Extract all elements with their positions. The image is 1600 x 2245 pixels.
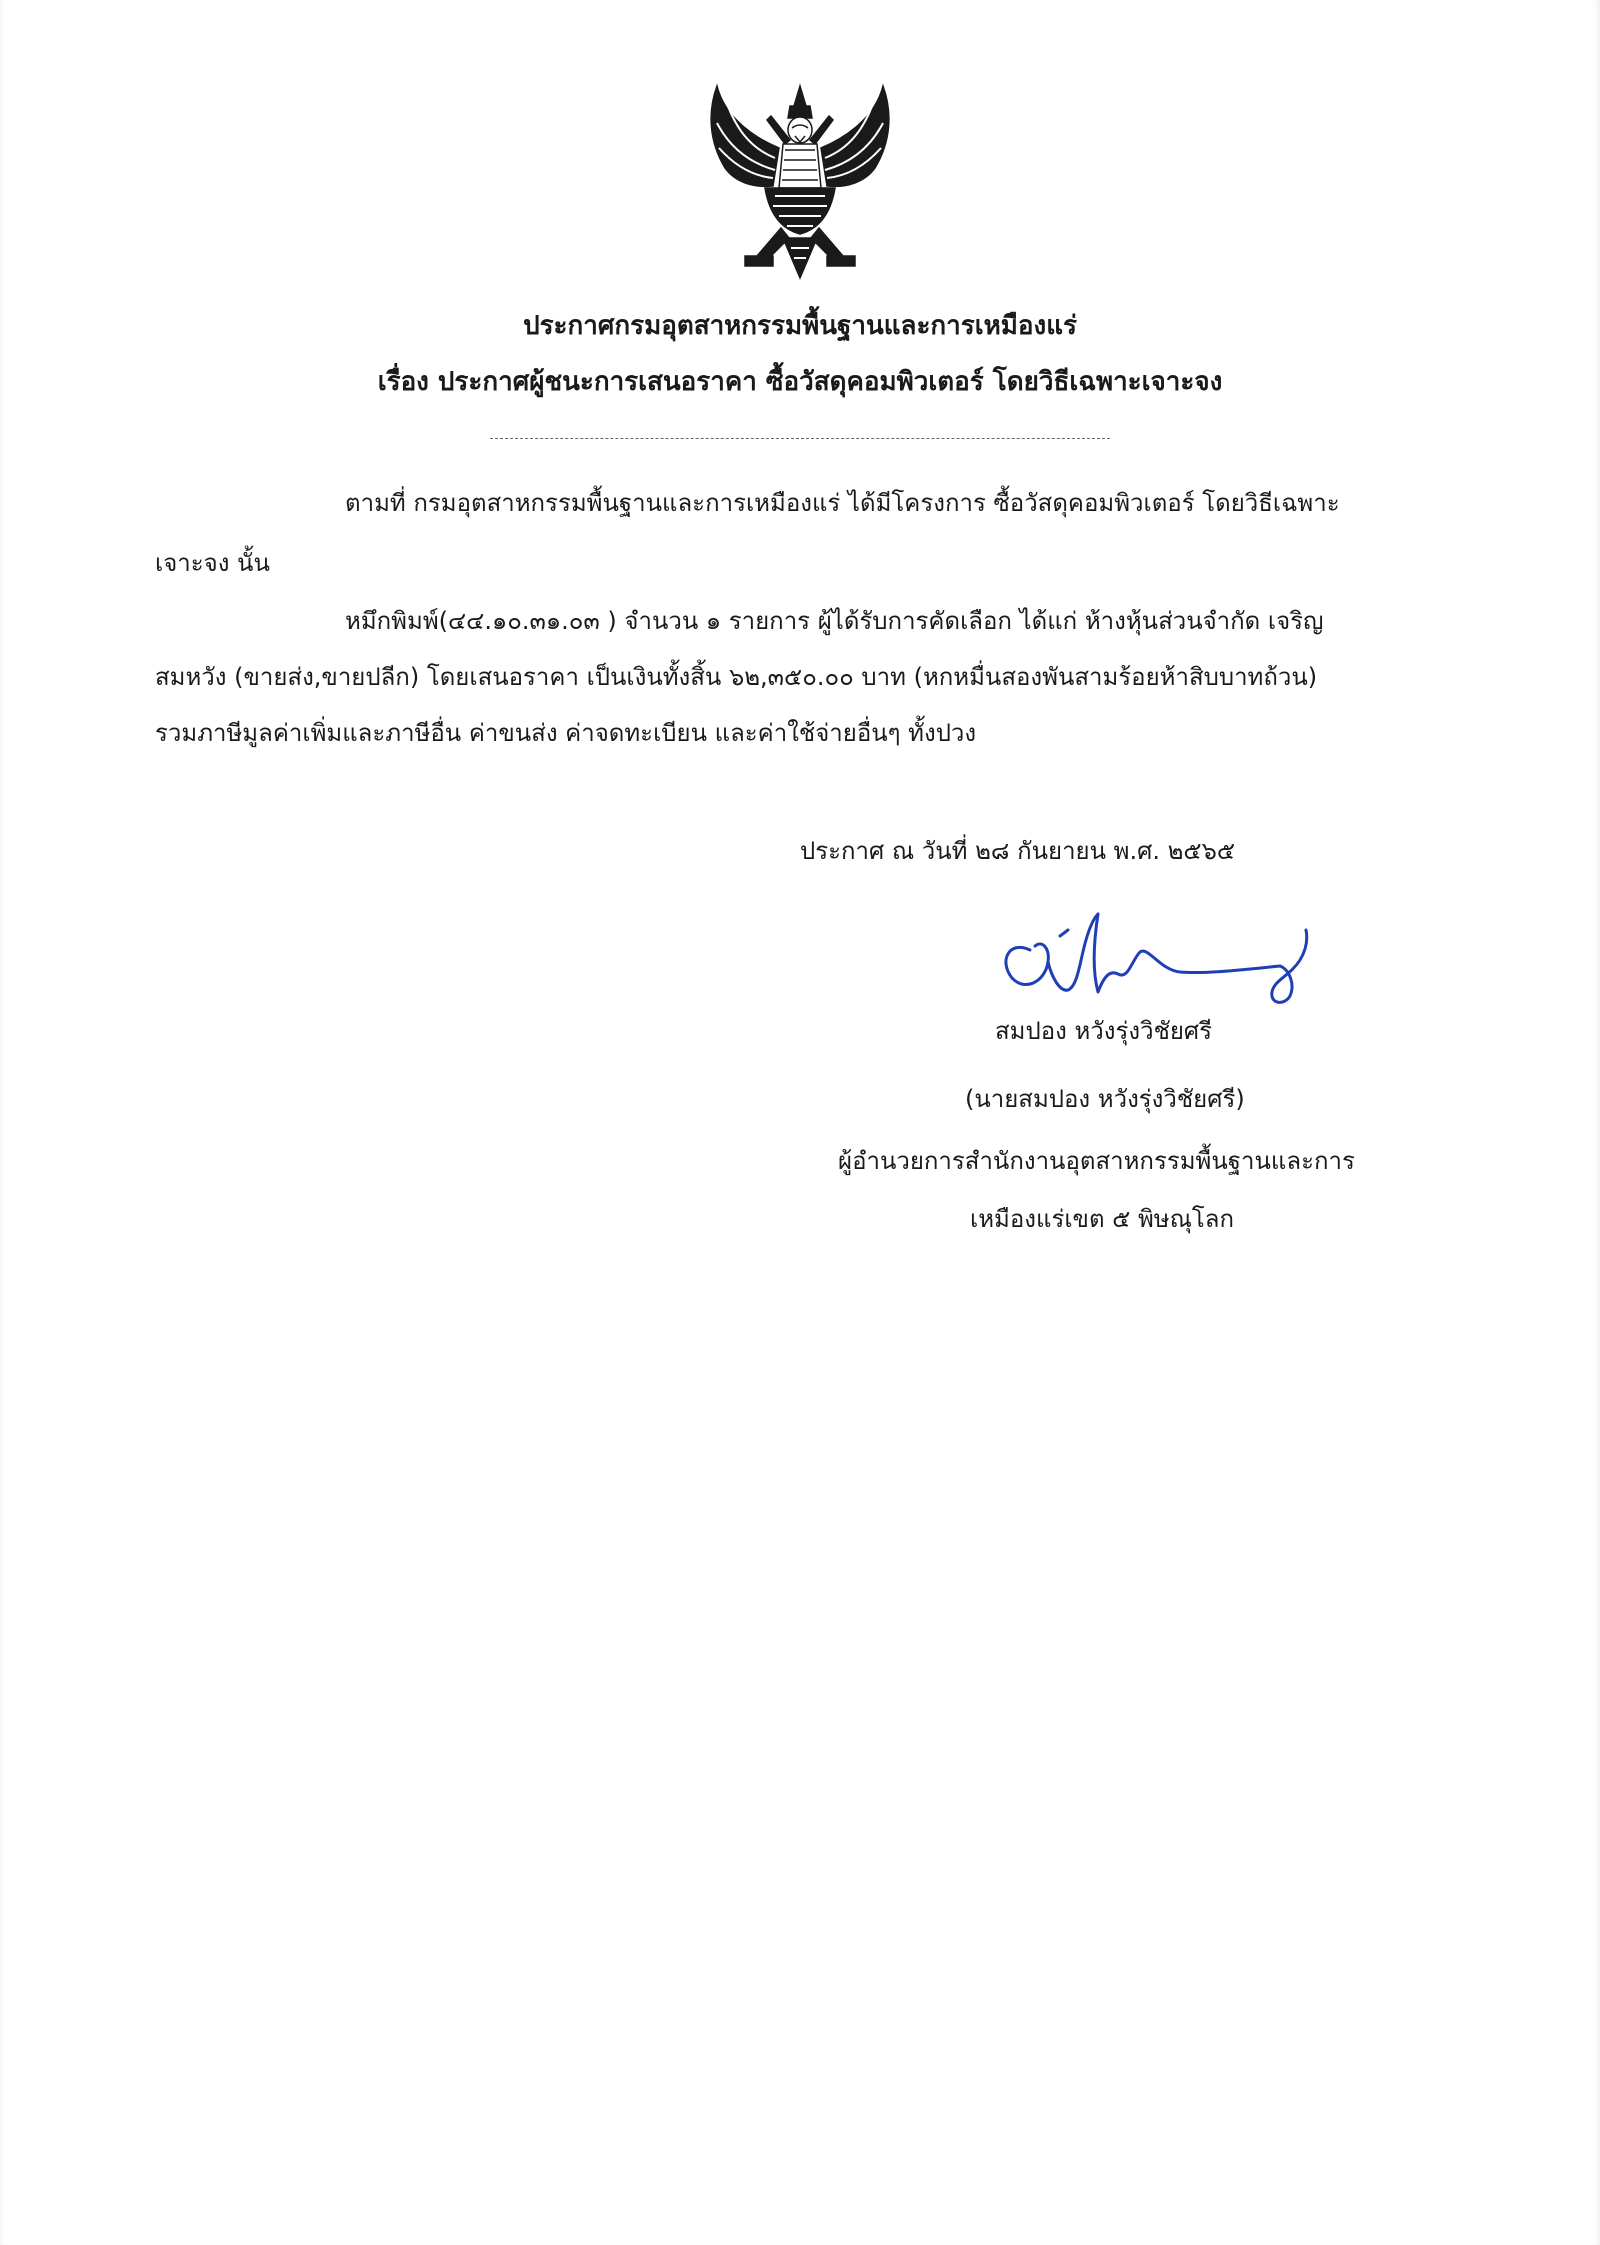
signatory-full-name: (นายสมปอง หวังรุ่งวิชัยศรี) [965,1085,1245,1113]
body-paragraph-1-line-2: เจาะจง นั้น [155,549,270,577]
announcement-title: ประกาศกรมอุตสาหกรรมพื้นฐานและการเหมืองแร่ [523,311,1077,341]
signature-printed-name: สมปอง หวังรุ่งวิชัยศรี [995,1017,1213,1045]
body-paragraph-2-line-3: รวมภาษีมูลค่าเพิ่มและภาษีอื่น ค่าขนส่ง ค่าจดทะเบียน และค่าใช้จ่ายอื่นๆ ทั้งปวง [155,719,977,747]
body-paragraph-2-line-2: สมหวัง (ขายส่ง,ขายปลีก) โดยเสนอราคา เป็นเงินทั้งสิ้น ๖๒,๓๕๐.๐๐ บาท (หกหมื่นสองพันสามร้อยห้าสิบบาทถ้วน) [155,663,1318,691]
announcement-date: ประกาศ ณ วันที่ ๒๘ กันยายน พ.ศ. ๒๕๖๕ [800,837,1235,865]
body-paragraph-2-line-1: หมึกพิมพ์(๔๔.๑๐.๓๑.๐๓ ) จำนวน ๑ รายการ ผู้ได้รับการคัดเลือก ได้แก่ ห้างหุ้นส่วนจำกัด เจริญ [345,607,1324,635]
announcement-subject: เรื่อง ประกาศผู้ชนะการเสนอราคา ซื้อวัสดุคอมพิวเตอร์ โดยวิธีเฉพาะเจาะจง [377,367,1223,397]
title-divider [490,438,1110,439]
signatory-position-line-2: เหมืองแร่เขต ๕ พิษณุโลก [970,1205,1234,1233]
body-paragraph-1-line-1: ตามที่ กรมอุตสาหกรรมพื้นฐานและการเหมืองแร่ ได้มีโครงการ ซื้อวัสดุคอมพิวเตอร์ โดยวิธีเฉพาะ [345,489,1340,517]
signatory-position-line-1: ผู้อำนวยการสำนักงานอุตสาหกรรมพื้นฐานและการ [838,1147,1355,1175]
garuda-emblem-icon [695,78,905,288]
